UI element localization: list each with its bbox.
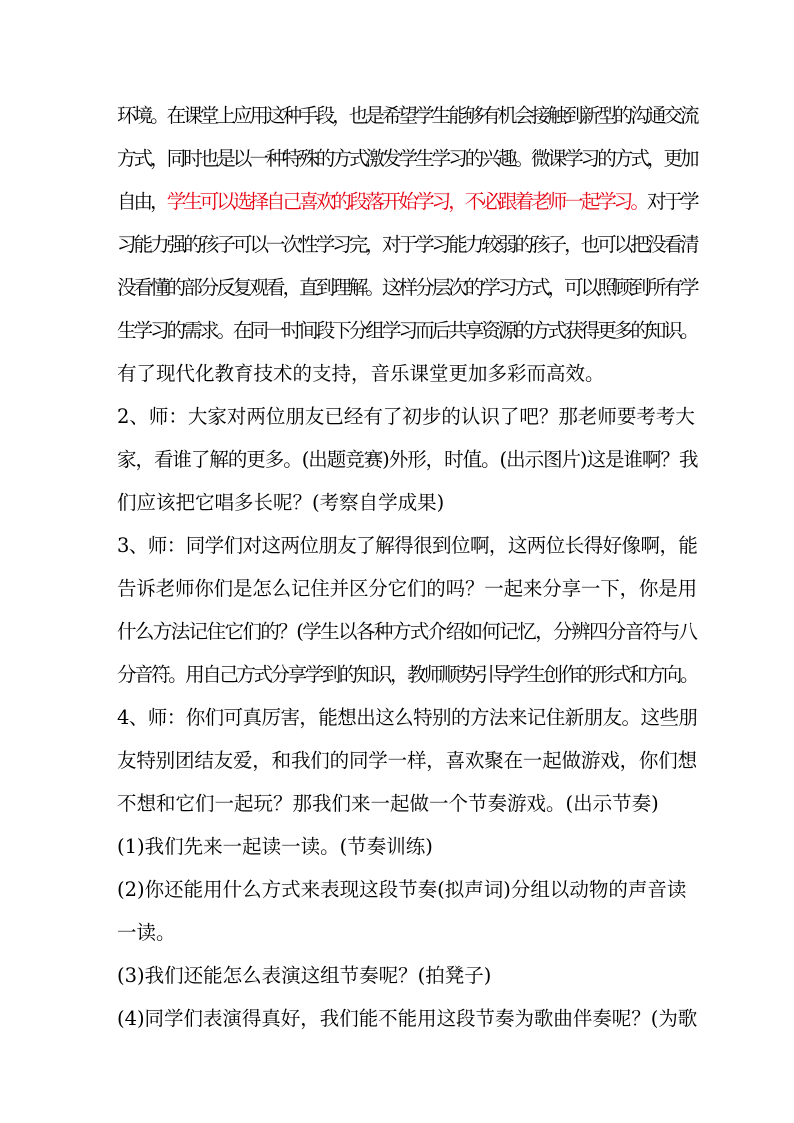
text-line [117,615,697,649]
text-run: 习能力强的孩子可以一次性学习完，对于学习能力较弱的孩子，也可以把没看清 [117,233,697,256]
text-run: (1)我们先来一起读一读。(节奏训练) [117,835,433,858]
text-run: (4)同学们表演得真好，我们能不能用这段节奏为歌曲伴奏呢？(为歌 [117,1007,698,1030]
text-line [117,916,697,950]
text-run: 3、师：同学们对这两位朋友了解得很到位啊，这两位长得好像啊，能 [117,534,698,557]
text-line [117,486,697,520]
text-line [117,787,697,821]
text-run: 一读。 [117,921,176,944]
text-run: 方式，同时也是以一种特殊的方式激发学生学习的兴趣。微课学习的方式，更加 [117,147,697,170]
text-run: 友特别团结友爱，和我们的同学一样，喜欢聚在一起做游戏，你们想 [117,749,697,772]
text-run: (2)你还能用什么方式来表现这段节奏(拟声词)分组以动物的声音读 [117,878,687,901]
text-line [117,529,697,563]
text-line [117,314,697,348]
text-line [117,228,697,262]
text-run: (3)我们还能怎么表演这组节奏呢？(拍凳子) [117,964,492,987]
text-line [117,658,697,692]
text-line [117,959,697,993]
text-line [117,142,697,176]
text-run: 有了现代化教育技术的支持，音乐课堂更加多彩而高效。 [117,362,605,385]
text-line [117,271,697,305]
text-line [117,1002,697,1036]
text-run: 告诉老师你们是怎么记住并区分它们的吗？一起来分享一下，你是用 [117,577,697,600]
text-run: 2、师：大家对两位朋友已经有了初步的认识了吧？那老师要考考大 [117,405,695,428]
text-run: 自由， [117,190,167,213]
text-line [117,185,697,219]
text-run: 4、师：你们可真厉害，能想出这么特别的方法来记住新朋友。这些朋 [117,706,698,729]
highlighted-text-run: 学生可以选择自己喜欢的段落开始学习，不必跟着老师一起学习。 [166,190,647,213]
text-line [117,701,697,735]
text-run: 没看懂的部分反复观看，直到理解。这样分层次的学习方式，可以照顾到所有学 [117,276,697,299]
text-line [117,572,697,606]
text-line [117,400,697,434]
text-line [117,443,697,477]
text-run: 生学习的需求。在同一时间段下分组学习而后共享资源的方式获得更多的知识。 [117,319,697,342]
text-run: 们应该把它唱多长呢？(考察自学成果) [117,491,445,514]
text-line [117,830,697,864]
text-run: 什么方法记住它们的？(学生以各种方式介绍如何记忆，分辨四分音符与八 [117,620,697,643]
text-line [117,744,697,778]
text-run: 环境。在课堂上应用这种手段，也是希望学生能够有机会接触到新型的沟通交流 [117,104,697,127]
text-line [117,873,697,907]
text-line [117,357,697,391]
text-run: 分音符。用自己方式分享学到的知识，教师顺势引导学生创作的形式和方向。 [117,663,698,686]
text-line [117,99,697,133]
text-run: 家，看谁了解的更多。(出题竞赛)外形，时值。(出示图片)这是谁啊？我 [117,448,698,471]
text-run: 对于学 [646,190,697,213]
text-run: 不想和它们一起玩？那我们来一起做一个节奏游戏。(出示节奏) [117,792,659,815]
